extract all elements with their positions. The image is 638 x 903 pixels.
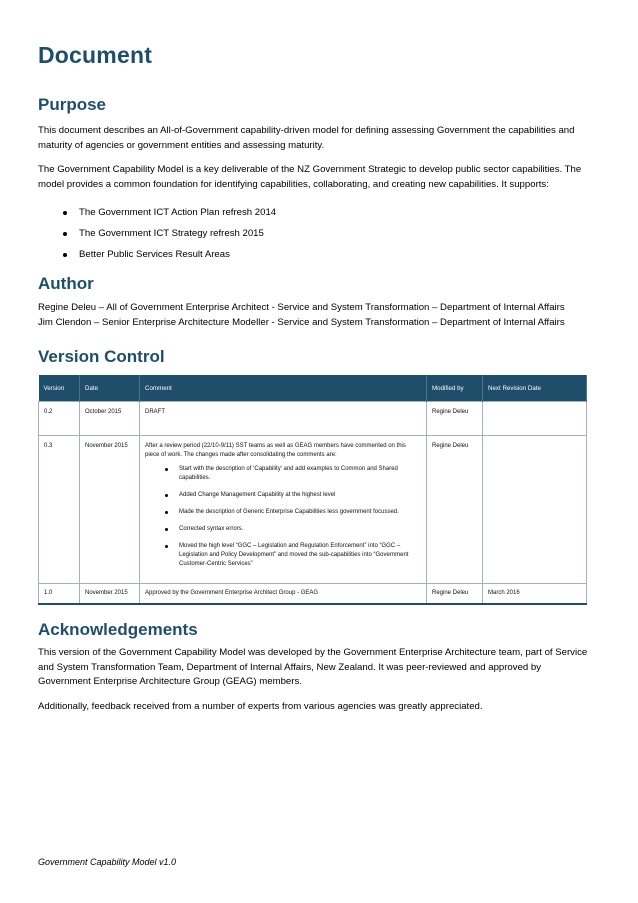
purpose-bullet-list [38,206,276,269]
list-item: The Government ICT Strategy refresh 2015 [38,227,276,248]
purpose-paragraph-1: This document describes an All-of-Government capability-driven model for defining assessing Government the capabilities and maturity of agencies or government entities and assessing maturity. [38,125,575,151]
purpose-heading: Purpose [38,95,107,114]
table-row [39,402,587,436]
comment-cell: DRAFT [140,402,427,436]
modified-by-cell: Regine Deleu [427,402,483,436]
bullet-icon [63,253,67,257]
acknowledgements-heading: Acknowledgements [38,620,198,639]
date-cell: November 2015 [80,436,140,584]
bullet-icon [165,528,168,531]
table-header-row [39,375,587,402]
list-item: Start with the description of ‘Capability’ and add examples to Common and Shared capabilities. [145,465,421,483]
next-revision-cell [483,436,587,584]
page-title: Document [38,42,153,68]
modified-by-cell: Regine Deleu [427,436,483,584]
table-row [39,584,587,605]
list-item: Made the description of Generic Enterprise Capabilities less government focussed. [145,508,421,517]
bullet-icon [165,494,168,497]
version-cell: 1.0 [39,584,80,605]
bullet-icon [165,511,168,514]
bullet-icon [63,232,67,236]
bullet-icon [165,468,168,471]
next-revision-cell: March 2016 [483,584,587,605]
list-item: Corrected syntax errors. [145,525,421,534]
list-item: Added Change Management Capability at the highest level [145,491,421,500]
version-control-heading: Version Control [38,347,165,366]
column-header: Date [80,375,140,402]
table-row [39,436,587,584]
page-footer: Government Capability Model v1.0 [38,857,177,867]
acknowledgements-paragraph-2: Additionally, feedback received from a number of experts from various agencies was greatly appreciated. [38,701,483,712]
modified-by-cell: Regine Deleu [427,584,483,605]
author-line-2: Jim Clendon – Senior Enterprise Architecture Modeller - Service and System Transformation – Department of Internal Affairs [38,317,565,328]
bullet-icon [63,211,67,215]
list-item: Better Public Services Result Areas [38,248,276,269]
column-header: Comment [140,375,427,402]
column-header: Version [39,375,80,402]
list-item: Moved the high level “GGC – Legislation and Regulation Enforcement” into “GGC – Legislation and Policy Development” and moved the sub-capabilities into “Government Customer-Centric Services” [145,542,421,569]
date-cell: October 2015 [80,402,140,436]
next-revision-cell [483,402,587,436]
date-cell: November 2015 [80,584,140,605]
list-item: The Government ICT Action Plan refresh 2014 [38,206,276,227]
comment-cell [140,436,427,584]
purpose-paragraph-2: The Government Capability Model is a key deliverable of the NZ Government Strategic to develop public sector capabilities. The model provides a common foundation for identifying capabilities, collaborating, and creating new capabilities. It supports: [38,164,582,190]
bullet-icon [165,545,168,548]
version-cell: 0.2 [39,402,80,436]
comment-change-list [145,465,421,569]
column-header: Modified by [427,375,483,402]
version-cell: 0.3 [39,436,80,584]
author-line-1: Regine Deleu – All of Government Enterprise Architect - Service and System Transformation – Department of Internal Affairs [38,302,565,313]
version-control-table [38,375,587,605]
column-header: Next Revision Date [483,375,587,402]
comment-cell: Approved by the Government Enterprise Architect Group - GEAG [140,584,427,605]
comment-text: After a review period (22/10-9/11) SST teams as well as GEAG members have commented on this piece of work. The changes made after consolidating the comments are: [145,443,406,458]
author-heading: Author [38,274,94,293]
acknowledgements-paragraph-1: This version of the Government Capability Model was developed by the Government Enterprise Architecture team, part of Service and System Transformation Team, Department of Internal Affairs, New Zealand. It was peer-reviewed and approved by Government Enterprise Architecture Group (GEAG) members. [38,647,588,688]
